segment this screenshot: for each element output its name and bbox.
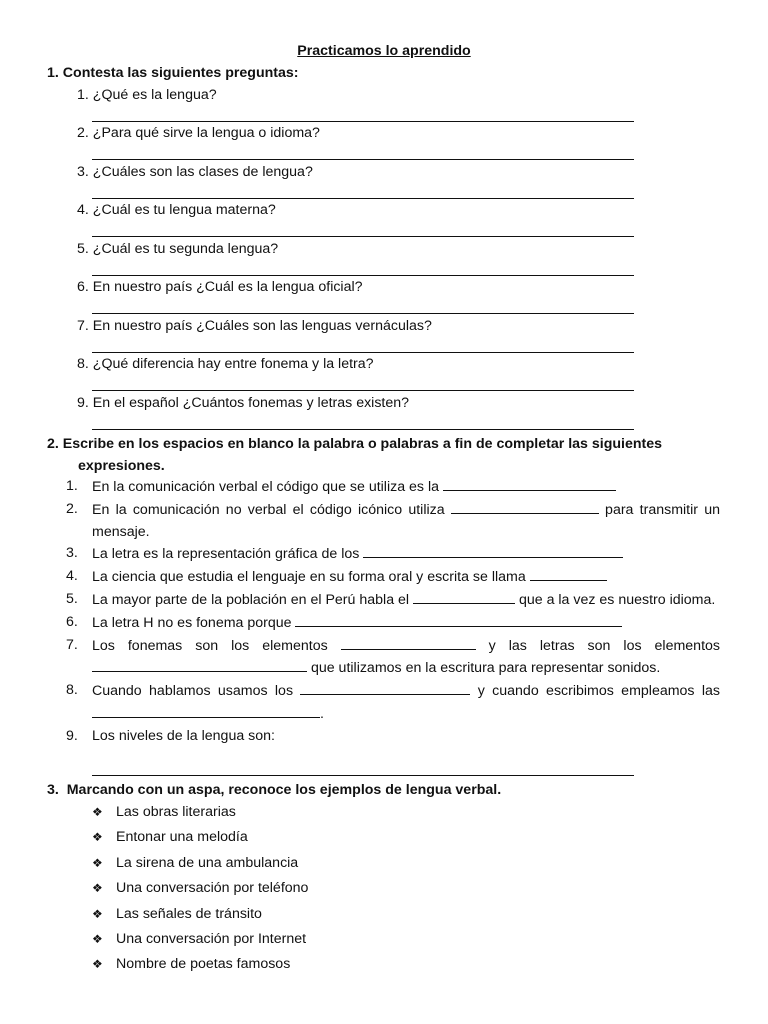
- question-number: 5.: [77, 241, 89, 257]
- fill-item-7: [66, 635, 720, 681]
- diamond-bullet-icon: ❖: [92, 855, 103, 870]
- item-number: 5.: [66, 590, 78, 607]
- question-number: 8.: [77, 356, 89, 372]
- checklist-item[interactable]: [92, 928, 308, 953]
- answer-line-2[interactable]: [92, 159, 634, 160]
- item-text: La letra H no es fonema porque: [92, 614, 296, 631]
- item-text: Cuando hablamos usamos los: [92, 683, 301, 700]
- question-text: En nuestro país ¿Cuál es la lengua oficial?: [92, 279, 363, 295]
- section2-list: [66, 476, 720, 748]
- answer-line-6[interactable]: [92, 313, 634, 314]
- checklist-item[interactable]: [92, 903, 308, 928]
- question-number: 7.: [77, 318, 89, 334]
- checklist-item-label: Una conversación por teléfono: [116, 880, 309, 897]
- question-2: [77, 125, 320, 141]
- blank-field[interactable]: [413, 589, 515, 604]
- question-text: ¿Qué es la lengua?: [92, 87, 217, 103]
- question-6: [77, 279, 363, 295]
- question-text: ¿Cuáles son las clases de lengua?: [92, 164, 313, 180]
- diamond-bullet-icon: ❖: [92, 805, 103, 819]
- checklist-item-label: La sirena de una ambulancia: [116, 854, 299, 871]
- item-text: En la comunicación verbal el código que se utiliza es la: [92, 479, 443, 495]
- checklist-item[interactable]: [92, 826, 308, 851]
- question-1: [77, 87, 217, 103]
- item-text: Los niveles de la lengua son:: [92, 727, 275, 744]
- answer-line-8[interactable]: [92, 390, 634, 391]
- item-number: 3.: [66, 545, 78, 562]
- diamond-bullet-icon: ❖: [92, 881, 103, 896]
- question-text: ¿Para qué sirve la lengua o idioma?: [92, 125, 320, 141]
- item-text: y las letras son los elementos: [475, 637, 720, 654]
- blank-field[interactable]: [363, 543, 623, 558]
- blank-field[interactable]: [92, 657, 307, 672]
- question-number: 9.: [77, 395, 89, 411]
- section1-number: 1.: [47, 65, 59, 81]
- item-text: La letra es la representación gráfica de los: [92, 546, 364, 563]
- page-title: Practicamos lo aprendido: [297, 43, 471, 59]
- item-text: que a la vez es nuestro idioma.: [515, 591, 716, 608]
- section2-number: 2.: [47, 436, 59, 452]
- answer-line-levels[interactable]: [92, 775, 634, 776]
- item-number: 8.: [66, 682, 78, 699]
- item-text: que utilizamos en la escritura para representar sonidos.: [307, 660, 661, 677]
- question-5: [77, 241, 278, 257]
- question-7: [77, 318, 432, 334]
- answer-line-1[interactable]: [92, 121, 634, 122]
- question-4: [77, 202, 276, 218]
- blank-field[interactable]: [530, 566, 607, 581]
- item-number: 9.: [66, 727, 78, 744]
- diamond-bullet-icon: ❖: [92, 906, 103, 921]
- question-number: 6.: [77, 279, 89, 295]
- question-text: ¿Cuál es tu segunda lengua?: [92, 241, 279, 257]
- checklist-item-label: Una conversación por Internet: [116, 930, 307, 947]
- item-number: 7.: [66, 636, 78, 653]
- blank-field[interactable]: [443, 476, 616, 491]
- item-text: .: [320, 705, 324, 722]
- checklist-item-label: Las obras literarias: [116, 804, 236, 820]
- checklist-item-label: Las señales de tránsito: [116, 905, 262, 922]
- answer-line-5[interactable]: [92, 275, 634, 276]
- fill-item-5: [66, 589, 720, 612]
- question-text: ¿Cuál es tu lengua materna?: [92, 202, 276, 218]
- section2-heading-line1: Escribe en los espacios en blanco la palabra o palabras a fin de completar las siguientes: [62, 436, 663, 452]
- fill-item-9: [66, 726, 720, 748]
- section3-heading-text: Marcando con un aspa, reconoce los ejemplos de lengua verbal.: [66, 782, 502, 798]
- section1-heading-text: Contesta las siguientes preguntas:: [62, 65, 299, 81]
- section1-heading: [47, 65, 299, 81]
- blank-field[interactable]: [341, 635, 476, 650]
- section2-heading-line2: expresiones.: [78, 458, 165, 474]
- question-text: ¿Qué diferencia hay entre fonema y la letra?: [92, 356, 374, 372]
- blank-field[interactable]: [451, 499, 599, 514]
- item-text: En la comunicación no verbal el código icónico utiliza: [92, 501, 451, 518]
- answer-line-3[interactable]: [92, 198, 634, 199]
- section3-number: 3.: [47, 782, 59, 798]
- diamond-bullet-icon: ❖: [92, 830, 103, 845]
- checklist-item[interactable]: [92, 877, 308, 902]
- item-text: Los fonemas son los elementos: [92, 637, 341, 654]
- question-text: En nuestro país ¿Cuáles son las lenguas vernáculas?: [92, 318, 432, 334]
- fill-item-6: [66, 612, 720, 635]
- question-3: [77, 164, 313, 180]
- fill-item-8: [66, 680, 720, 726]
- blank-field[interactable]: [295, 612, 622, 627]
- question-8: [77, 356, 374, 372]
- question-number: 4.: [77, 202, 89, 218]
- checklist-item-label: Nombre de poetas famosos: [116, 956, 291, 973]
- blank-field[interactable]: [300, 680, 470, 695]
- item-text: La mayor parte de la población en el Perú habla el: [92, 591, 414, 608]
- fill-item-4: [66, 566, 720, 589]
- diamond-bullet-icon: ❖: [92, 931, 103, 946]
- question-9: [77, 395, 409, 411]
- item-text: para transmitir un mensaje.: [92, 501, 720, 540]
- fill-item-1: [66, 476, 720, 499]
- section3-heading: [47, 782, 501, 798]
- checklist-item-label: Entonar una melodía: [116, 829, 248, 846]
- item-text: La ciencia que estudia el lenguaje en su forma oral y escrita se llama: [92, 569, 530, 586]
- fill-item-2: [66, 499, 720, 544]
- question-number: 1.: [77, 87, 89, 103]
- answer-line-7[interactable]: [92, 352, 634, 353]
- question-number: 3.: [77, 164, 89, 180]
- checklist-item[interactable]: [92, 953, 308, 978]
- item-number: 1.: [66, 478, 78, 494]
- blank-field[interactable]: [92, 703, 320, 718]
- item-number: 2.: [66, 500, 78, 517]
- question-number: 2.: [77, 125, 89, 141]
- checklist-item[interactable]: [92, 852, 308, 877]
- item-number: 6.: [66, 613, 78, 630]
- item-text: y cuando escribimos empleamos las: [470, 683, 720, 700]
- section2-heading: [47, 433, 720, 477]
- answer-line-4[interactable]: [92, 236, 634, 237]
- checklist-item[interactable]: [92, 801, 308, 826]
- diamond-bullet-icon: ❖: [92, 957, 103, 972]
- question-text: En el español ¿Cuántos fonemas y letras existen?: [92, 395, 410, 411]
- item-number: 4.: [66, 568, 78, 585]
- answer-line-9[interactable]: [92, 429, 634, 430]
- fill-item-3: [66, 543, 720, 566]
- section3-list: [92, 801, 308, 979]
